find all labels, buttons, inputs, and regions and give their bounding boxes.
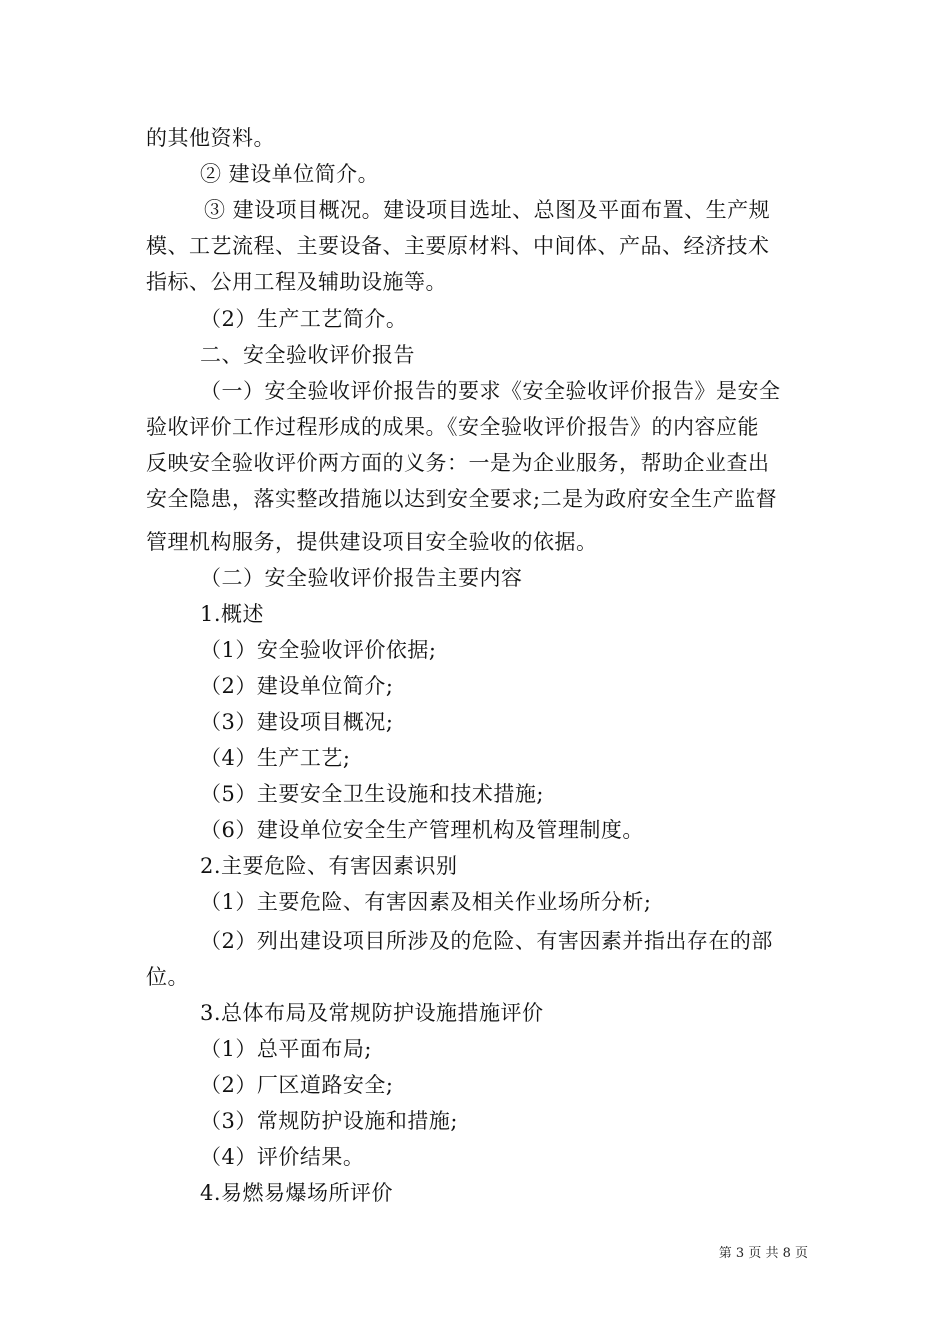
text-line: ② 建设单位简介。 bbox=[200, 162, 380, 186]
list-item: （4）评价结果。 bbox=[200, 1145, 365, 1169]
text-line: 4.易燃易爆场所评价 bbox=[200, 1181, 394, 1205]
text-line: （2）生产工艺简介。 bbox=[200, 307, 408, 331]
list-item: （3）常规防护设施和措施; bbox=[200, 1109, 458, 1133]
list-item: （2）列出建设项目所涉及的危险、有害因素并指出存在的部 bbox=[200, 929, 773, 953]
text-line: 1.概述 bbox=[200, 602, 265, 626]
text-line: 的其他资料。 bbox=[146, 126, 275, 150]
text-line: 安全隐患，落实整改措施以达到安全要求;二是为政府安全生产监督 bbox=[146, 487, 778, 511]
text-line: 反映安全验收评价两方面的义务：一是为企业服务，帮助企业查出 bbox=[146, 451, 770, 475]
list-item: （1）总平面布局; bbox=[200, 1037, 372, 1061]
list-item: （5）主要安全卫生设施和技术措施; bbox=[200, 782, 544, 806]
section-heading: （二）安全验收评价报告主要内容 bbox=[200, 566, 523, 590]
list-item: （4）生产工艺; bbox=[200, 746, 351, 770]
list-item: （2）厂区道路安全; bbox=[200, 1073, 394, 1097]
list-item: （3）建设项目概况; bbox=[200, 710, 394, 734]
list-item: （2）建设单位简介; bbox=[200, 674, 394, 698]
text-line: 管理机构服务，提供建设项目安全验收的依据。 bbox=[146, 530, 598, 554]
text-line: ③ 建设项目概况。建设项目选址、总图及平面布置、生产规 bbox=[204, 198, 771, 222]
section-heading: 二、安全验收评价报告 bbox=[200, 343, 415, 367]
list-item: （1）安全验收评价依据; bbox=[200, 638, 437, 662]
text-line: 模、工艺流程、主要设备、主要原材料、中间体、产品、经济技术 bbox=[146, 234, 770, 258]
text-line: 验收评价工作过程形成的成果。《安全验收评价报告》的内容应能 bbox=[146, 415, 759, 439]
text-line: 位。 bbox=[146, 965, 189, 989]
list-item: （6）建设单位安全生产管理机构及管理制度。 bbox=[200, 818, 644, 842]
list-item: （1）主要危险、有害因素及相关作业场所分析; bbox=[200, 890, 652, 914]
text-line: 3.总体布局及常规防护设施措施评价 bbox=[200, 1001, 544, 1025]
text-line: 2.主要危险、有害因素识别 bbox=[200, 854, 458, 878]
text-line: 指标、公用工程及辅助设施等。 bbox=[146, 270, 447, 294]
text-line: （一）安全验收评价报告的要求《安全验收评价报告》是安全 bbox=[200, 379, 781, 403]
page-number: 第 3 页 共 8 页 bbox=[718, 1246, 808, 1261]
